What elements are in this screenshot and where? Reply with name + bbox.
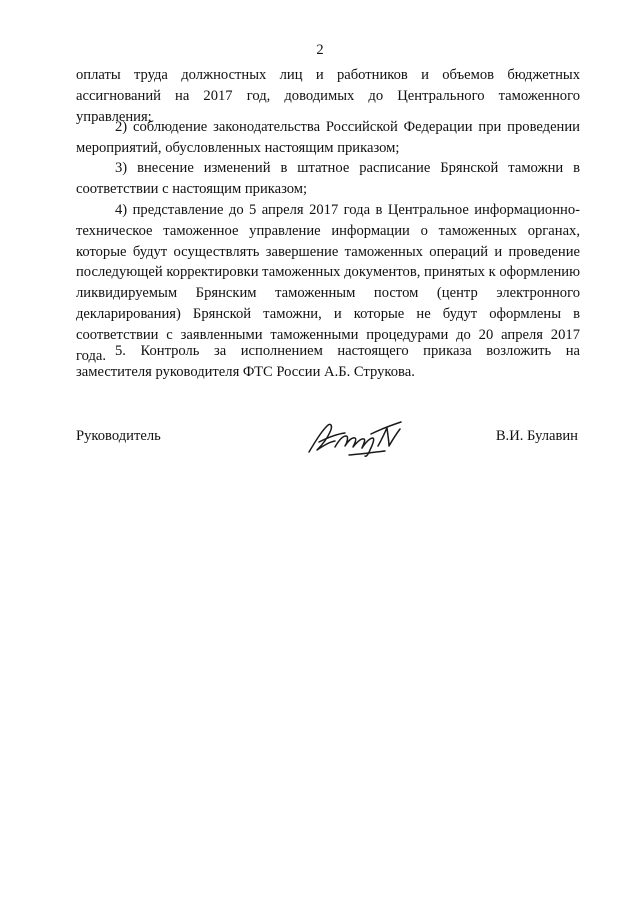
signatory-name: В.И. Булавин [495,428,578,444]
paragraph-item-5: 5. Контроль за исполнением настоящего приказа возложить на заместителя руководителя ФТС России А.Б. Струкова. [76,343,580,380]
signatory-title: Руководитель [76,428,161,444]
handwritten-signature [305,412,409,458]
paragraph-item-2: 2) соблюдение законодательства Российской Федерации при проведении мероприятий, обусловленных настоящим приказом; [76,119,580,156]
paragraph-item-3: 3) внесение изменений в штатное расписание Брянской таможни в соответствии с настоящим приказом; [76,160,580,197]
paragraph-continuation: оплаты труда должностных лиц и работников и объемов бюджетных ассигнований на 2017 год, доводимых до Центрального таможенного управления; [76,67,580,125]
page-number: 2 [316,42,324,58]
paragraph-item-4: 4) представление до 5 апреля 2017 года в Центральное информационно-техническое таможенное управление информации о таможенных органах, которые будут осуществлять завершение таможенных операций и проведение последующей корректировки таможенных документов, принятых к оформлению ликвидируемым Брянским таможенным постом (центр электронного декларирования) Брянской таможни, и которые не будут оформлены в соответствии с заявленными таможенными процедурами до 20 апреля 2017 года. [76,202,580,364]
